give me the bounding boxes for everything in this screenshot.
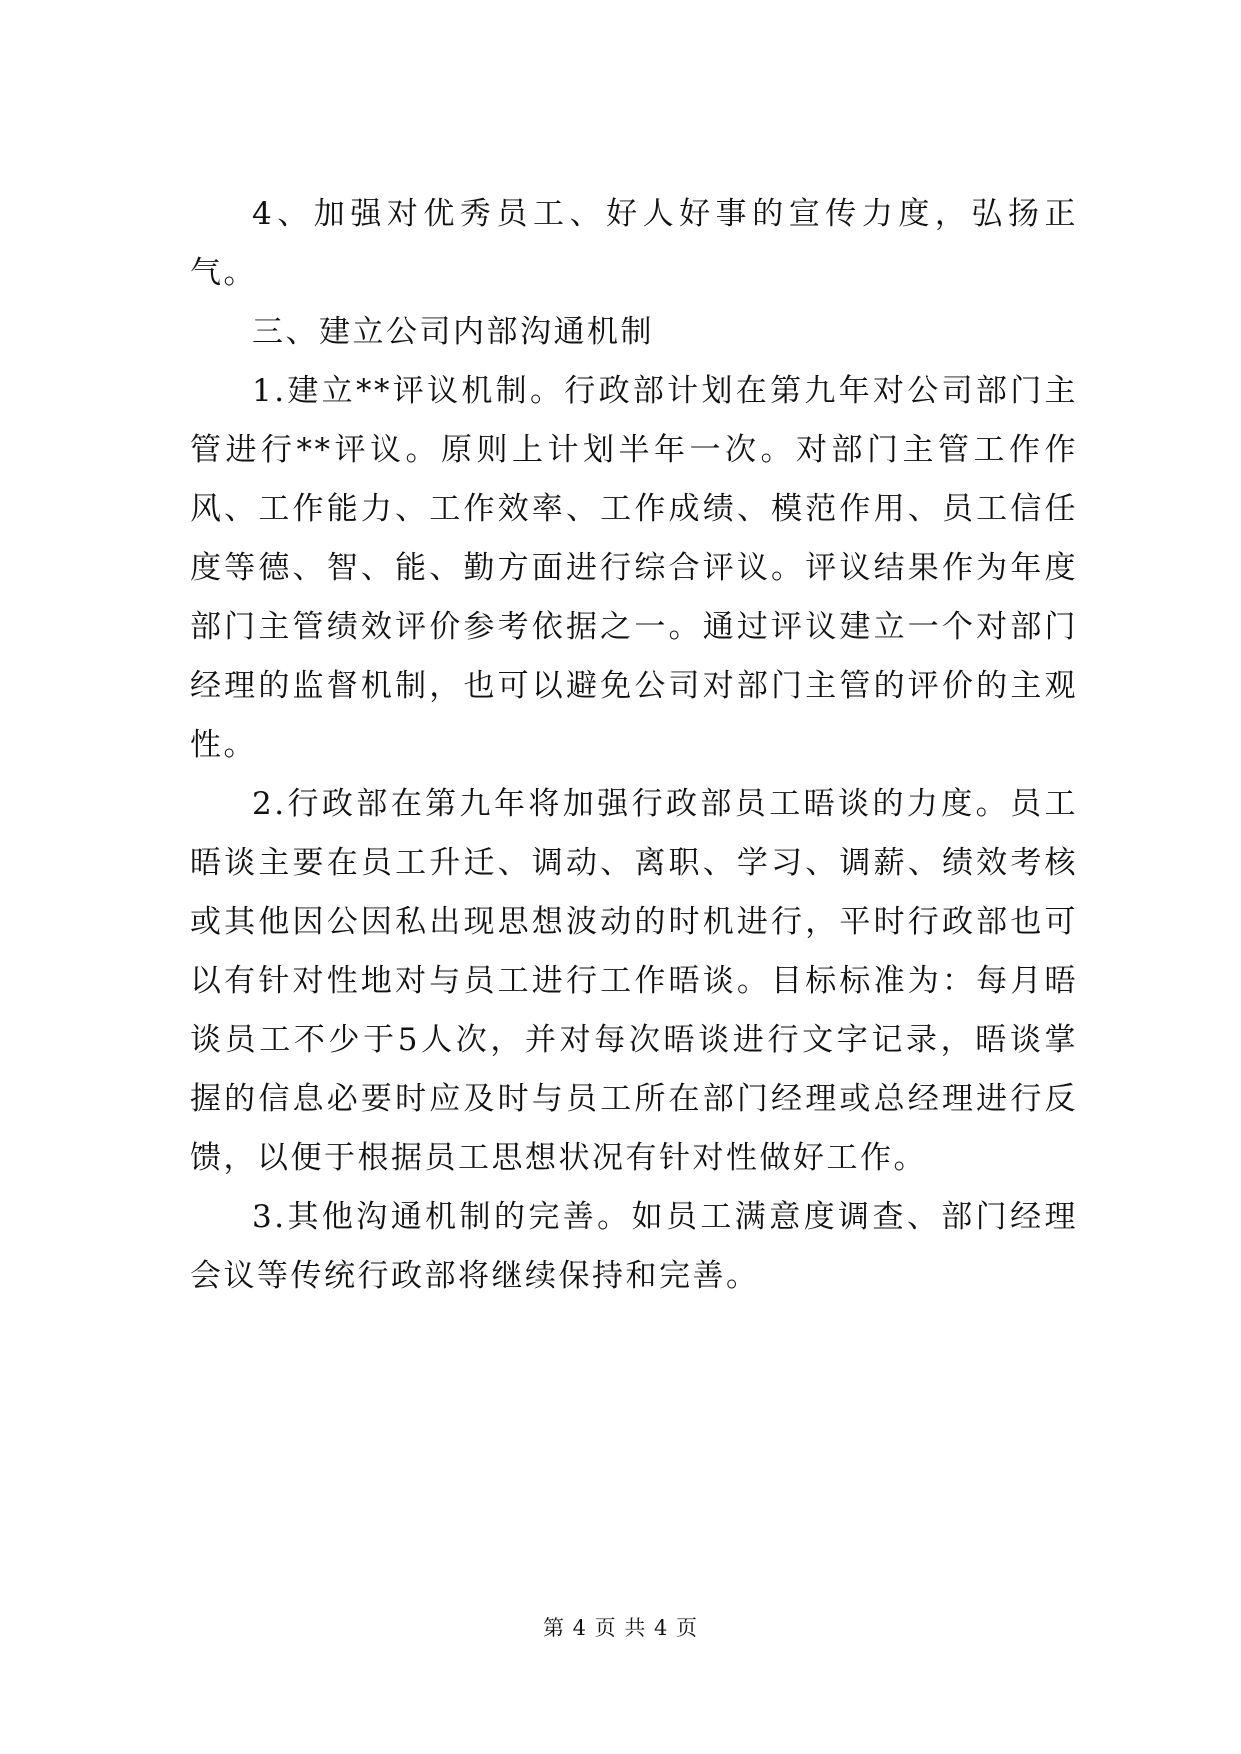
paragraph-evaluation-mechanism: 1.建立**评议机制。行政部计划在第九年对公司部门主管进行**评议。原则上计划半年一次。对部门主管工作作风、工作能力、工作效率、工作成绩、模范作用、员工信任度等德、智、能、勤方面进行综合评议。评议结果作为年度部门主管绩效评价参考依据之一。通过评议建立一个对部门经理的监督机制，也可以避免公司对部门主管的评价的主观性。 — [190, 373, 1078, 763]
paragraph-other-mechanisms: 3.其他沟通机制的完善。如员工满意度调查、部门经理会议等传统行政部将继续保持和完善。 — [190, 1199, 1078, 1294]
section-heading: 三、建立公司内部沟通机制 — [252, 314, 654, 350]
document-body — [190, 185, 1078, 1306]
page-footer: 第 4 页 共 4 页 — [542, 1616, 699, 1640]
paragraph-employee-interviews: 2.行政部在第九年将加强行政部员工晤谈的力度。员工晤谈主要在员工升迁、调动、离职、学习、调薪、绩效考核或其他因公因私出现思想波动的时机进行，平时行政部也可以有针对性地对与员工进行工作晤谈。目标标准为：每月晤谈员工不少于5人次，并对每次晤谈进行文字记录，晤谈掌握的信息必要时应及时与员工所在部门经理或总经理进行反馈，以便于根据员工思想状况有针对性做好工作。 — [190, 786, 1078, 1176]
paragraph-item-4: 4、加强对优秀员工、好人好事的宣传力度，弘扬正气。 — [190, 196, 1078, 291]
